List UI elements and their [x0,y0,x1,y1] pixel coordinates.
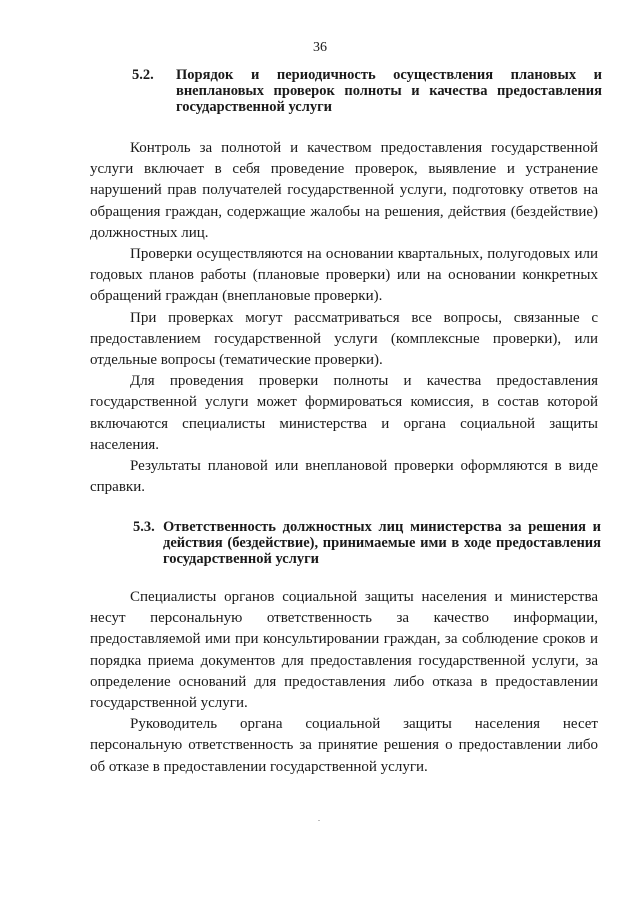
section-heading-5-2 [132,67,602,115]
section-body-5-2 [90,138,598,498]
paragraph: Для проведения проверки полноты и качества предоставления государственной услуги может формироваться комиссия, в состав которой включаются специалисты министерства и органа социальной защиты населения. [90,373,598,453]
paragraph: При проверках могут рассматриваться все вопросы, связанные с предоставлением государственной услуги (комплексные проверки), или отдельные вопросы (тематические проверки). [90,309,598,369]
paragraph: Проверки осуществляются на основании квартальных, полугодовых или годовых планов работы (плановые проверки) или на основании конкретных обращений граждан (внеплановые проверки). [90,246,598,305]
paragraph: Специалисты органов социальной защиты населения и министерства несут персональную ответственность за качество информации, предоставляемой ими при консультировании граждан, за соблюдение сроков и порядка приема документов для предоставления государственной услуги, за определение оснований для предоставления либо отказа в предоставлении государственной услуги. [90,589,598,712]
page-number: 36 [313,40,327,55]
section-heading-5-3 [133,519,601,567]
paragraph: Результаты плановой или внеплановой проверки оформляются в виде справки. [90,458,598,496]
section-title: Ответственность должностных лиц министерства за решения и действия (бездействие), принимаемые ими в ходе предоставления государственной услуги [163,519,601,567]
section-number: 5.3. [133,519,155,535]
paragraph: Руководитель органа социальной защиты населения несет персональную ответственность за принятие решения о предоставлении либо об отказе в предоставлении государственной услуги. [90,716,598,775]
section-number: 5.2. [132,67,154,83]
paragraph: Контроль за полнотой и качеством предоставления государственной услуги включает в себя проведение проверок, выявление и устранение нарушений прав получателей государственной услуги, подготовку ответов на обращения граждан, содержащие жалобы на решения, действия (бездействие) должностных лиц. [90,140,598,241]
section-body-5-3 [90,587,598,778]
scan-speck [318,820,320,821]
section-title: Порядок и периодичность осуществления плановых и внеплановых проверок полноты и качества предоставления государственной услуги [176,67,602,115]
